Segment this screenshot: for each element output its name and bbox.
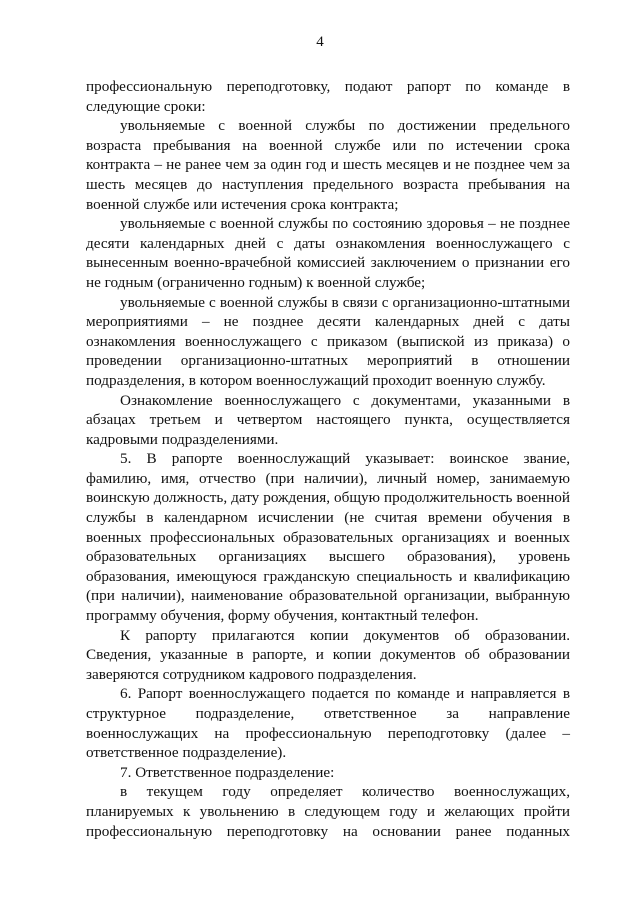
paragraph-current-year: в текущем году определяет количество военнослужащих, планируемых к увольнению в следующем году и желающих пройти профессиональную переподготовку на основании ранее поданных bbox=[86, 783, 570, 840]
paragraph-staff-measures: увольняемые с военной службы в связи с организационно-штатными мероприятиями – не позднее десяти календарных дней с даты ознакомления военнослужащего с приказом (выпиской из приказа) о проведении организационно-штатных мероприятий в отношении подразделения, в котором военнослужащий проходит военную службу. bbox=[86, 293, 570, 389]
paragraph-age-limit: увольняемые с военной службы по достижении предельного возраста пребывания на военной службе или по истечении срока контракта – не ранее чем за один год и шесть месяцев и не позднее чем за шесть месяцев до наступления предельного возраста пребывания на военной службе или истечения срока контракта; bbox=[86, 117, 570, 213]
paragraph-item-5: 5. В рапорте военнослужащий указывает: воинское звание, фамилию, имя, отчество (при наличии), личный номер, занимаемую воинскую должность, дату рождения, общую продолжительность военной службы в календарном исчислении (не считая времени обучения в военных профессиональных образовательных организациях и военных образовательных организациях высшего образования), уровень образования, имеющуюся гражданскую специальность и квалификацию (при наличии), наименование образовательной организации, выбранную программу обучения, форму обучения, контактный телефон. bbox=[86, 450, 570, 625]
paragraph-attachments: К рапорту прилагаются копии документов об образовании. Сведения, указанные в рапорте, и копии документов об образовании заверяются сотрудником кадрового подразделения. bbox=[86, 626, 570, 683]
paragraph-item-7: 7. Ответственное подразделение: bbox=[120, 763, 335, 781]
paragraph-health: увольняемые с военной службы по состоянию здоровья – не позднее десяти календарных дней с даты ознакомления военнослужащего с вынесенным военно-врачебной комиссией заключением о признании его не годным (ограниченно годным) к военной службе; bbox=[86, 215, 570, 291]
paragraph-item-6: 6. Рапорт военнослужащего подается по команде и направляется в структурное подразделение, ответственное за направление военнослужащих на профессиональную переподготовку (далее – ответственное подразделение). bbox=[86, 685, 570, 762]
page-number: 4 bbox=[316, 34, 324, 50]
document-body bbox=[86, 77, 570, 841]
paragraph-deadlines-intro: профессиональную переподготовку, подают рапорт по команде в следующие сроки: bbox=[86, 78, 570, 115]
paragraph-familiarization: Ознакомление военнослужащего с документами, указанными в абзацах третьем и четвертом настоящего пункта, осуществляется кадровыми подразделениями. bbox=[86, 391, 570, 448]
